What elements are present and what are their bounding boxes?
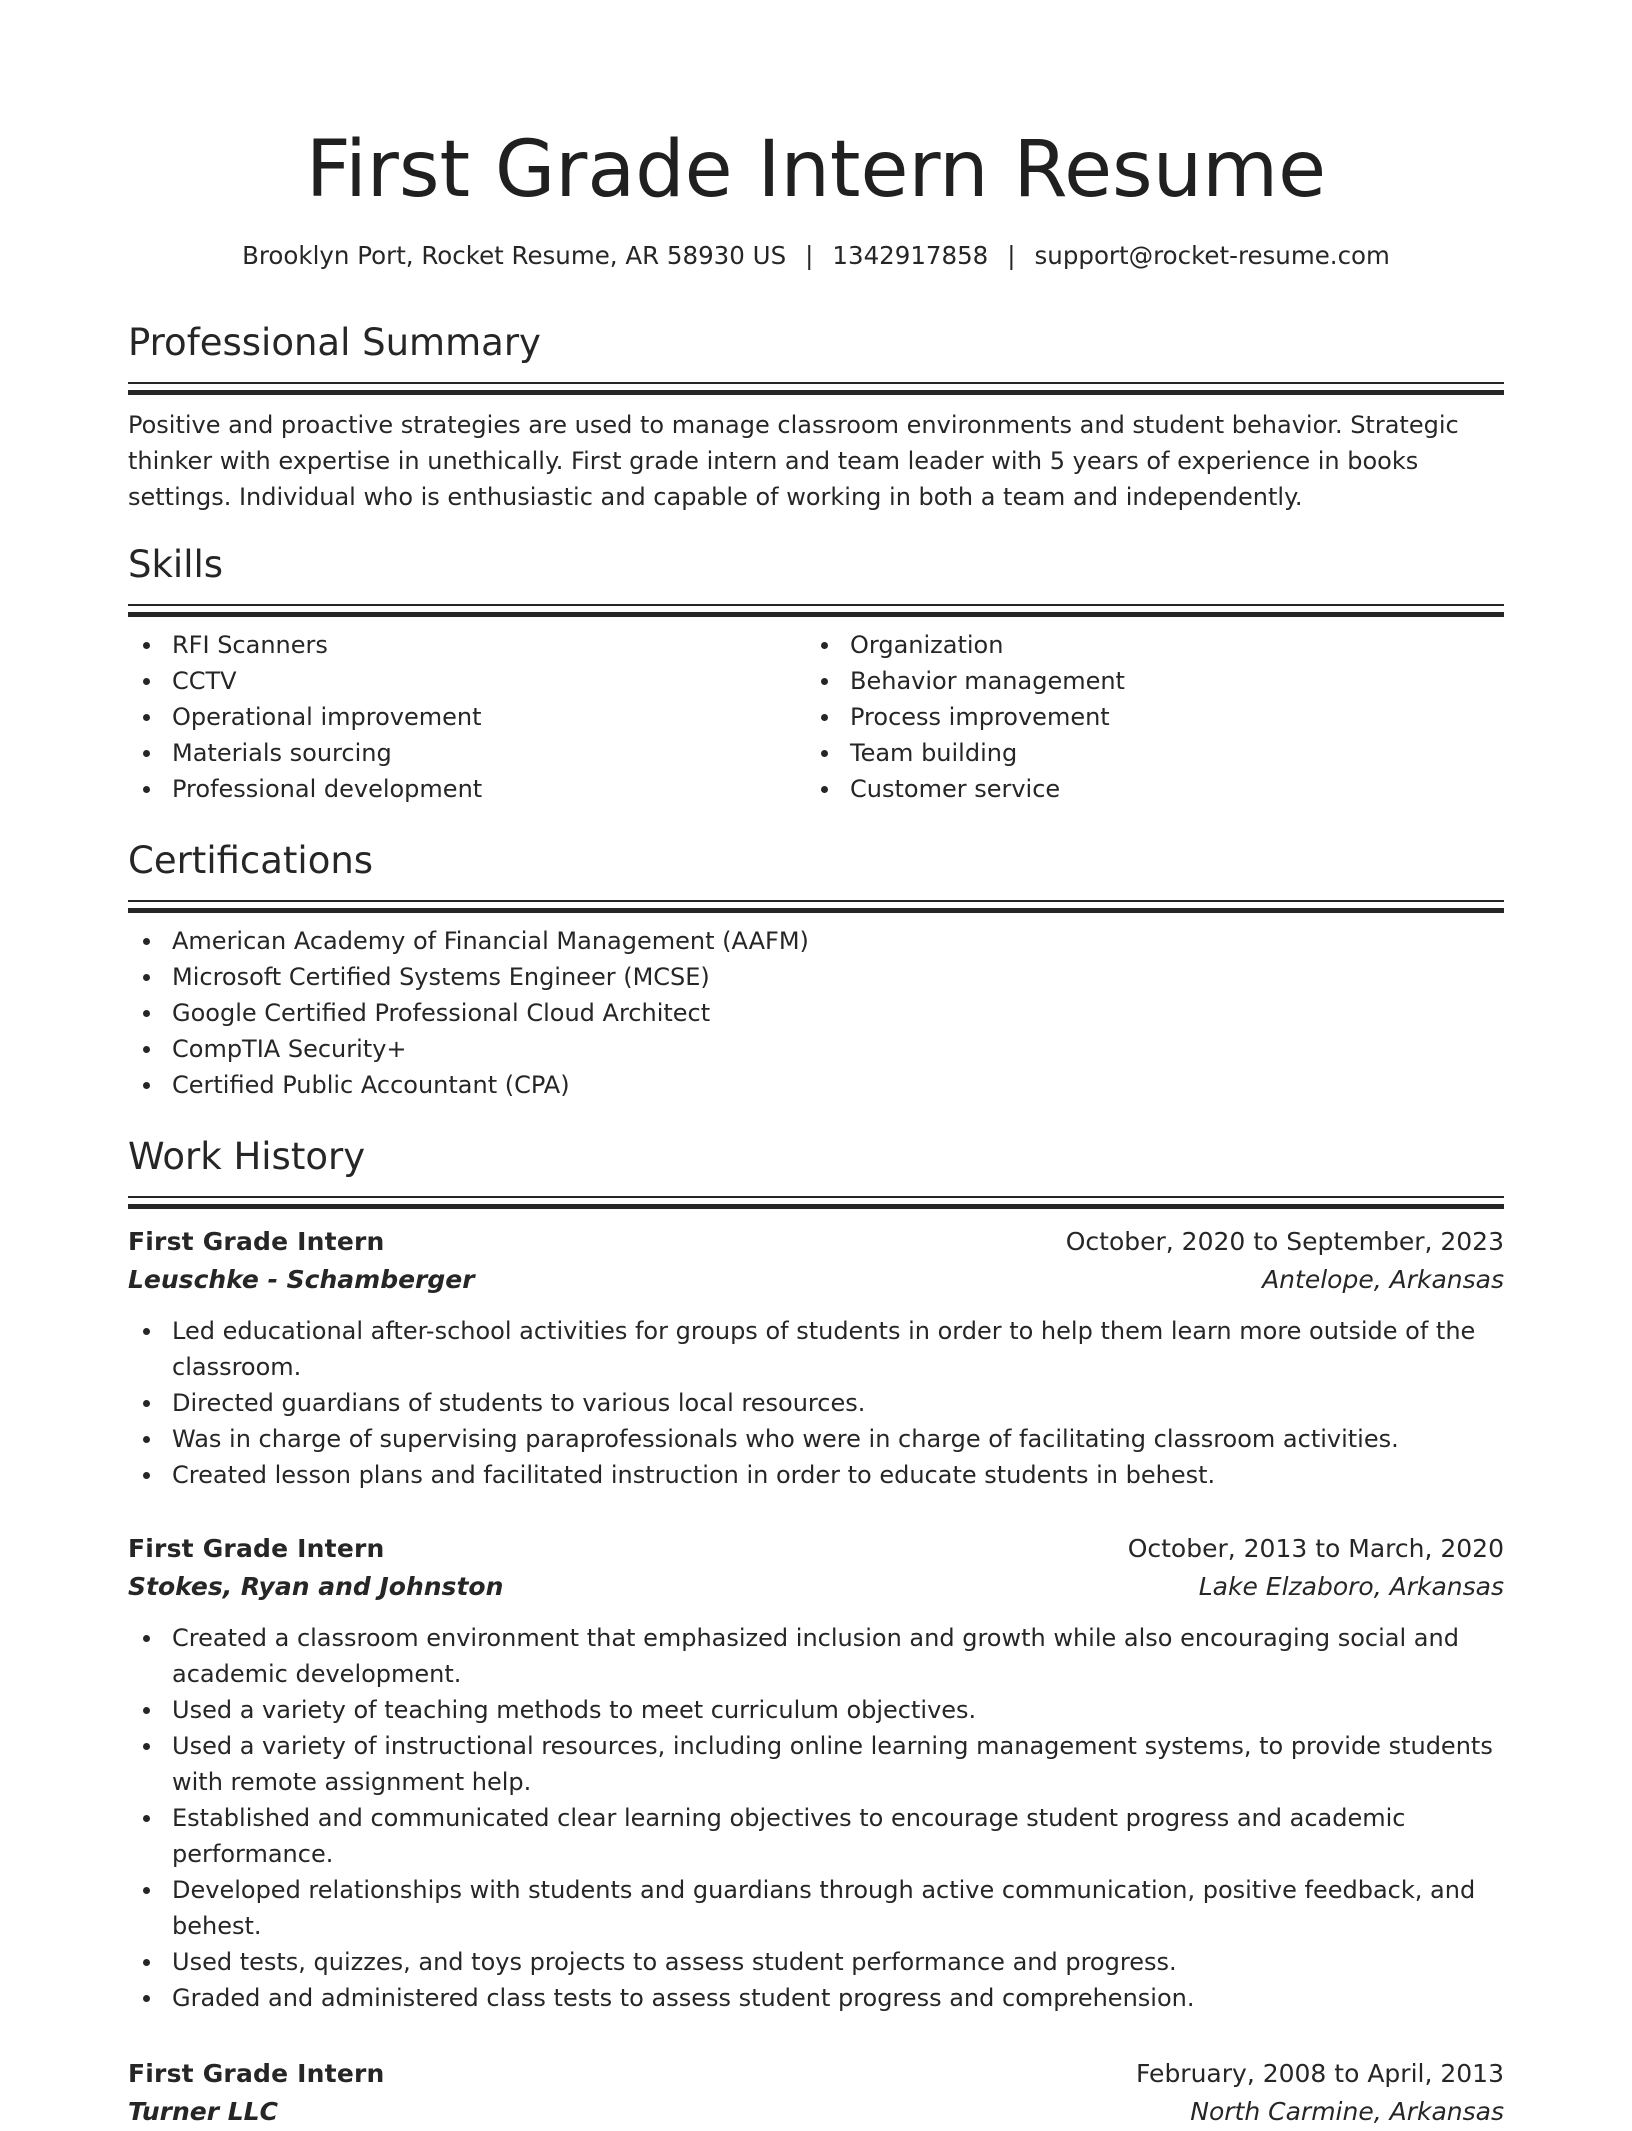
job-duties-list [128,1313,1504,1493]
job-dates: February, 2008 to April, 2013 [1136,2059,1504,2088]
job-dates: October, 2013 to March, 2020 [1127,1534,1504,1563]
skill-item: CCTV [128,663,806,699]
job-duty: Used a variety of instructional resources, including online learning management systems, to provide students with remote assignment help. [128,1728,1504,1800]
job-duty: Created lesson plans and facilitated instruction in order to educate students in behest. [128,1457,1504,1493]
skills-grid [128,617,1504,807]
contact-phone: 1342917858 [832,241,989,270]
job-duty: Used tests, quizzes, and toys projects to assess student performance and progress. [128,1944,1504,1980]
contact-line [128,238,1504,274]
skills-section [128,540,1504,807]
job-duty: Developed relationships with students and guardians through active communication, positive feedback, and behest. [128,1872,1504,1944]
summary-section [128,318,1504,515]
skill-item: Customer service [806,771,1484,807]
job-entry [128,1530,1504,2016]
skill-item: Behavior management [806,663,1484,699]
section-divider [128,604,1504,617]
job-duty: Directed guardians of students to various local resources. [128,1385,1504,1421]
job-location: Lake Elzaboro, Arkansas [1198,1572,1504,1601]
skills-list-left [128,627,806,807]
job-subheader [128,2093,1504,2131]
section-heading-work-history: Work History [128,1135,366,1178]
certifications-section [128,836,1504,1103]
section-heading-summary: Professional Summary [128,321,541,364]
job-header [128,1530,1504,1568]
summary-text: Positive and proactive strategies are used to manage classroom environments and student behavior. Strategic thinker with expertise in unethically. First grade intern and team leader with 5 years of experience in books settings. Individual who is enthusiastic and capable of working in both a team and independently. [128,411,1459,511]
certification-item: American Academy of Financial Management (AAFM) [128,923,1504,959]
skill-item: RFI Scanners [128,627,806,663]
contact-address: Brooklyn Port, Rocket Resume, AR 58930 US [242,241,787,270]
work-history-section [128,1132,1504,1209]
job-entry [128,1223,1504,1493]
skill-item: Operational improvement [128,699,806,735]
job-dates: October, 2020 to September, 2023 [1065,1227,1504,1256]
job-header [128,1223,1504,1261]
skill-item: Professional development [128,771,806,807]
skill-item: Organization [806,627,1484,663]
job-company: Stokes, Ryan and Johnston [128,1572,504,1601]
section-divider [128,1196,1504,1209]
section-divider [128,900,1504,913]
contact-email[interactable]: support@rocket-resume.com [1034,241,1390,270]
contact-separator: | [805,241,814,270]
certification-item: CompTIA Security+ [128,1031,1504,1067]
job-duty: Was in charge of supervising paraprofessionals who were in charge of facilitating classroom activities. [128,1421,1504,1457]
skill-item: Materials sourcing [128,735,806,771]
resume-title: First Grade Intern Resume [305,125,1327,215]
section-heading-certifications: Certifications [128,839,374,882]
job-title: First Grade Intern [128,2059,385,2088]
job-location: North Carmine, Arkansas [1190,2097,1504,2126]
job-entry [128,2055,1504,2131]
job-subheader [128,1568,1504,1606]
contact-separator: | [1007,241,1016,270]
job-duty: Led educational after-school activities for groups of students in order to help them learn more outside of the classroom. [128,1313,1504,1385]
certification-item: Google Certified Professional Cloud Architect [128,995,1504,1031]
section-heading-skills: Skills [128,543,224,586]
job-duty: Graded and administered class tests to assess student progress and comprehension. [128,1980,1504,2016]
job-subheader [128,1261,1504,1299]
job-location: Antelope, Arkansas [1262,1265,1504,1294]
job-duty: Created a classroom environment that emphasized inclusion and growth while also encouraging social and academic development. [128,1620,1504,1692]
job-title: First Grade Intern [128,1227,385,1256]
skill-item: Team building [806,735,1484,771]
certification-item: Certified Public Accountant (CPA) [128,1067,1504,1103]
section-divider [128,382,1504,395]
job-duty: Established and communicated clear learning objectives to encourage student progress and academic performance. [128,1800,1504,1872]
certification-item: Microsoft Certified Systems Engineer (MCSE) [128,959,1504,995]
job-title: First Grade Intern [128,1534,385,1563]
job-duty: Used a variety of teaching methods to meet curriculum objectives. [128,1692,1504,1728]
job-duties-list [128,1620,1504,2016]
job-header [128,2055,1504,2093]
certifications-list [128,923,1504,1103]
job-company: Leuschke - Schamberger [128,1265,475,1294]
job-company: Turner LLC [128,2097,278,2126]
skills-list-right [806,627,1484,807]
skill-item: Process improvement [806,699,1484,735]
